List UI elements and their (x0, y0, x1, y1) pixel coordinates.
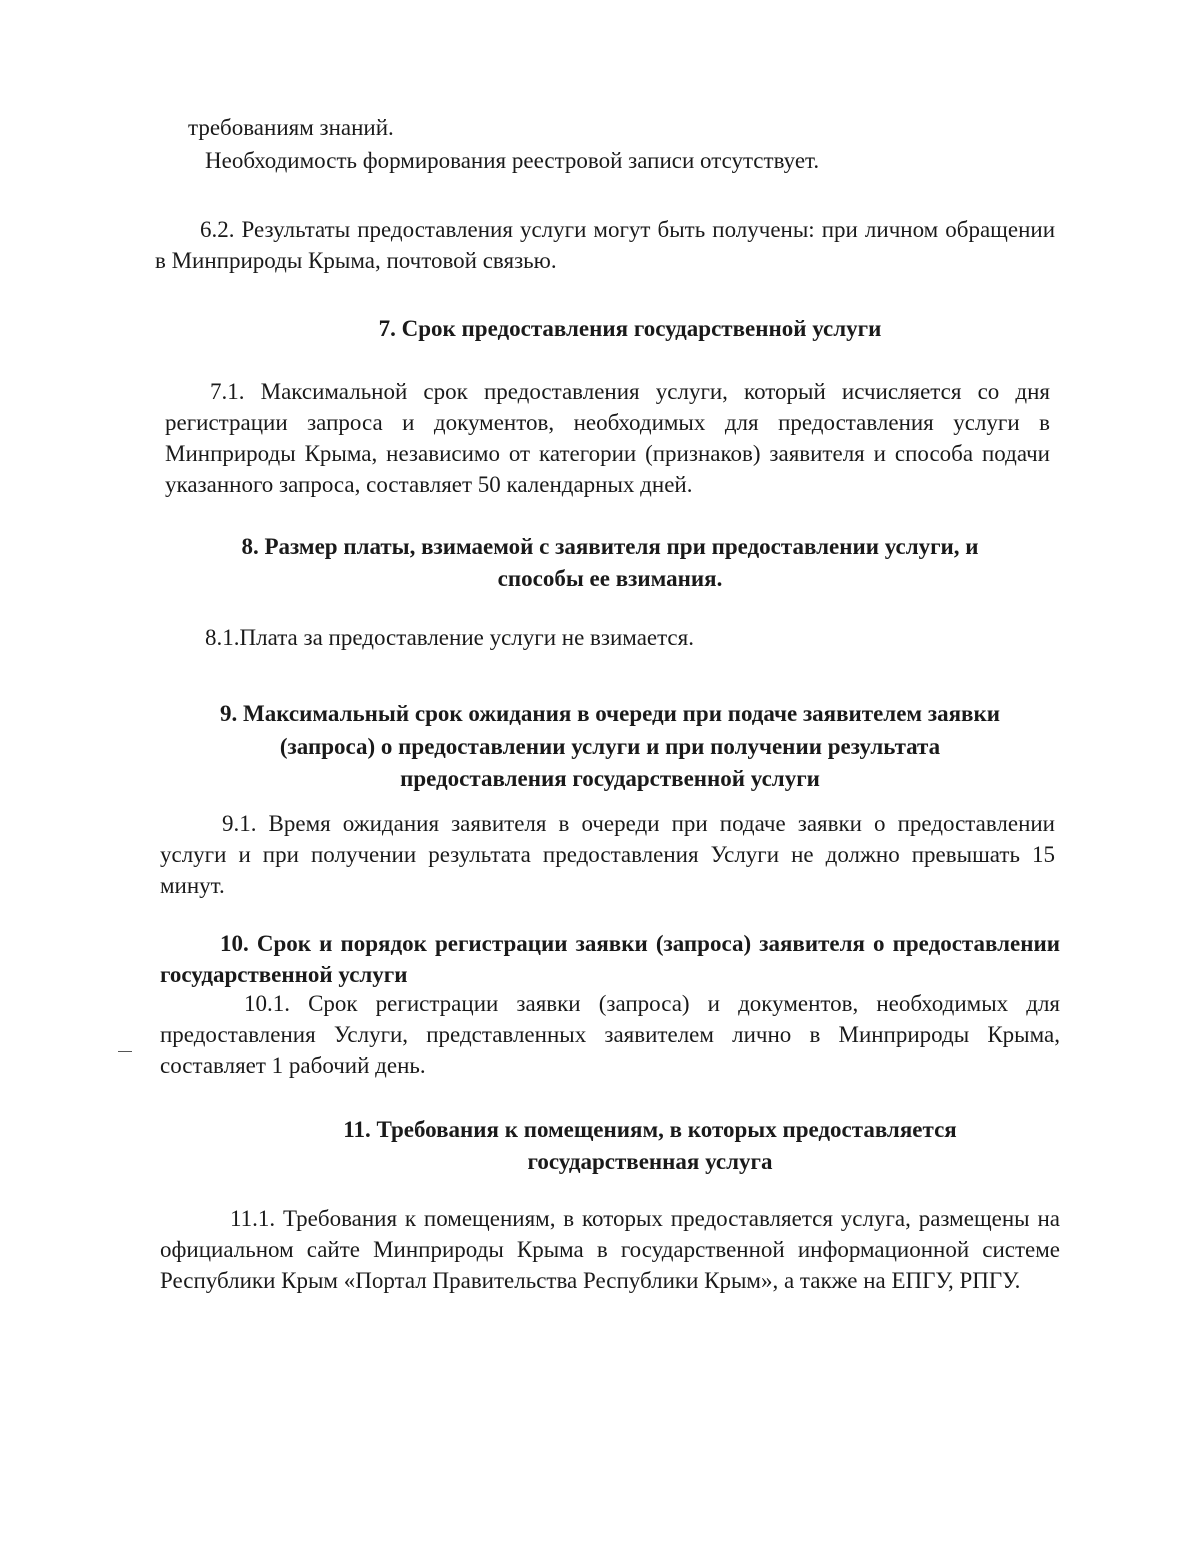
heading-section-9-line-1: 9. Максимальный срок ожидания в очереди при подаче заявителем заявки (220, 701, 1000, 726)
heading-section-8-line-2: способы ее взимания. (497, 566, 723, 591)
paragraph-11-1: 11.1. Требования к помещениям, в которых предоставляется услуга, размещены на официальном сайте Минприроды Крыма в государственной информационной системе Республики Крым «Портал Правительства Республики Крым», а также на ЕПГУ, РПГУ. (160, 1206, 1060, 1293)
margin-mark (118, 1051, 132, 1052)
heading-section-9-line-3: предоставления государственной услуги (400, 766, 820, 791)
paragraph-10-1: 10.1. Срок регистрации заявки (запроса) и документов, необходимых для предоставления Услуги, представленных заявителем лично в Минприроды Крыма, составляет 1 рабочий день. (160, 991, 1060, 1078)
heading-section-9-line-2: (запроса) о предоставлении услуги и при получении результата (279, 734, 941, 759)
paragraph-9-1: 9.1. Время ожидания заявителя в очереди при подаче заявки о предоставлении услуги и при получении результата предоставления Услуги не должно превышать 15 минут. (160, 811, 1055, 898)
heading-section-8-line-1: 8. Размер платы, взимаемой с заявителя при предоставлении услуги, и (241, 534, 979, 559)
heading-section-11-line-2: государственная услуга (527, 1149, 773, 1174)
paragraph-8-1: 8.1.Плата за предоставление услуги не взимается. (205, 625, 694, 650)
heading-section-11-line-1: 11. Требования к помещениям, в которых предоставляется (343, 1117, 957, 1142)
paragraph-continuation: требованиям знаний. (188, 115, 394, 140)
paragraph-6-2: 6.2. Результаты предоставления услуги могут быть получены: при личном обращении в Минприроды Крыма, почтовой связью. (155, 217, 1055, 273)
paragraph-7-1: 7.1. Максимальной срок предоставления услуги, который исчисляется со дня регистрации запроса и документов, необходимых для предоставления услуги в Минприроды Крыма, независимо от категории (признаков) заявителя и способа подачи указанного запроса, составляет 50 календарных дней. (165, 379, 1050, 497)
heading-section-10: 10. Срок и порядок регистрации заявки (запроса) заявителя о предоставлении государственной услуги (160, 931, 1060, 987)
paragraph-registry-record: Необходимость формирования реестровой записи отсутствует. (205, 148, 820, 173)
heading-section-7: 7. Срок предоставления государственной услуги (378, 316, 882, 341)
